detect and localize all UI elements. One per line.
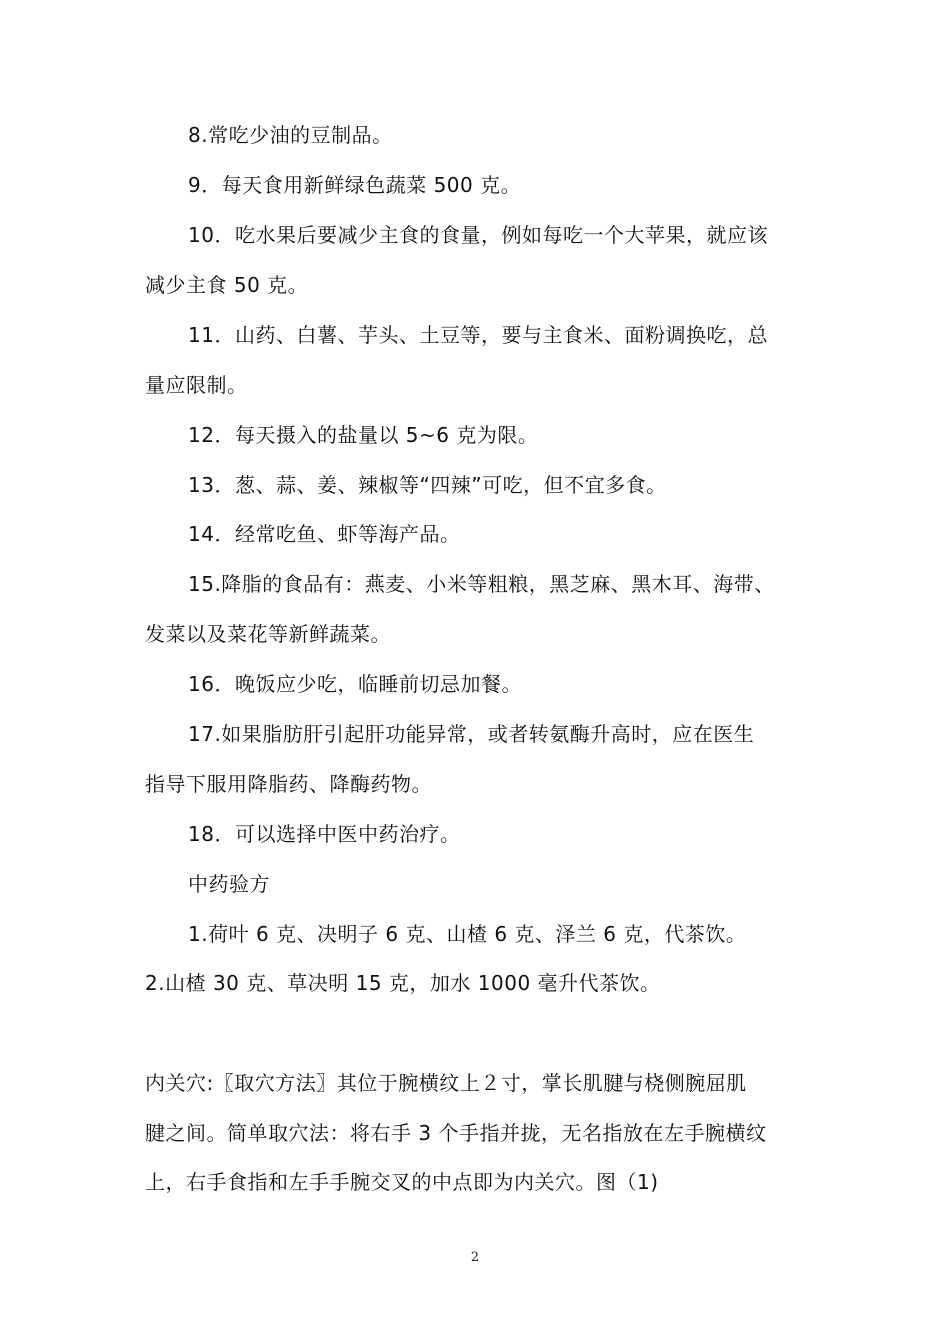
- text-line: 10．吃水果后要减少主食的食量，例如每吃一个大苹果，就应该: [188, 223, 768, 247]
- text-line: 16．晚饭应少吃，临睡前切忌加餐。: [188, 672, 522, 696]
- text-line: 减少主食 50 克。: [145, 273, 309, 297]
- section-heading: 中药验方: [188, 872, 270, 896]
- text-line: 1.荷叶 6 克、决明子 6 克、山楂 6 克、泽兰 6 克，代茶饮。: [188, 922, 747, 946]
- text-line: 12．每天摄入的盐量以 5~6 克为限。: [188, 423, 539, 447]
- text-line: 15.降脂的食品有：燕麦、小米等粗粮，黑芝麻、黑木耳、海带、: [188, 572, 775, 596]
- text-line: 13．葱、蒜、姜、辣椒等“四辣”可吃，但不宜多食。: [188, 473, 667, 497]
- text-line: 11．山药、白薯、芋头、土豆等，要与主食米、面粉调换吃，总: [188, 323, 768, 347]
- text-line: 9．每天食用新鲜绿色蔬菜 500 克。: [188, 173, 522, 197]
- text-line: 2.山楂 30 克、草决明 15 克，加水 1000 毫升代茶饮。: [145, 971, 661, 995]
- text-line: 17.如果脂肪肝引起肝功能异常，或者转氨酶升高时，应在医生: [188, 722, 755, 746]
- text-line: 18．可以选择中医中药治疗。: [188, 822, 461, 846]
- text-line: 内关穴:〖取穴方法〗其位于腕横纹上２寸，掌长肌腱与桡侧腕屈肌: [145, 1071, 747, 1095]
- page-number: 2: [470, 1250, 480, 1265]
- text-line: 8.常吃少油的豆制品。: [188, 123, 393, 147]
- text-line: 腱之间。简单取穴法：将右手 3 个手指并拢，无名指放在左手腕横纹: [145, 1121, 767, 1145]
- text-line: 发菜以及菜花等新鲜蔬菜。: [145, 622, 391, 646]
- text-line: 指导下服用降脂药、降酶药物。: [145, 772, 432, 796]
- text-line: 量应限制。: [145, 373, 248, 397]
- text-line: 上，右手食指和左手手腕交叉的中点即为内关穴。图（1): [145, 1170, 659, 1194]
- text-line: 14．经常吃鱼、虾等海产品。: [188, 522, 461, 546]
